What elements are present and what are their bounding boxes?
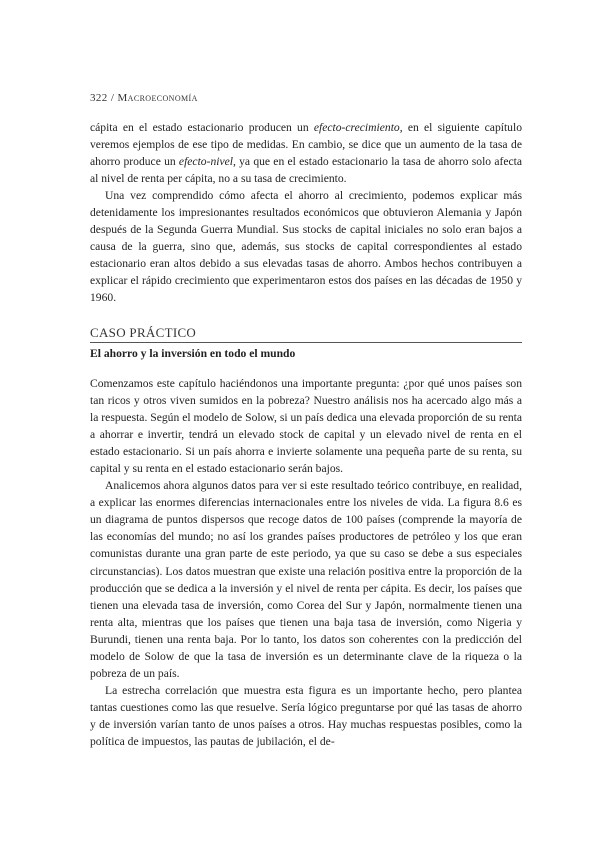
page-number: 322 /	[90, 92, 115, 104]
intro-paragraph-1	[90, 119, 522, 187]
case-study-rule	[90, 342, 522, 343]
intro-p1-part-b: , en el siguiente capítulo veremos ejemplos de ese tipo de medidas. En cambio, se dice que un aumento de la tasa de ahorro produce un	[90, 121, 522, 169]
case-paragraph-2: Analicemos ahora algunos datos para ver si este resultado teórico contribuye, en realidad, a explicar las enormes diferencias internacionales entre los niveles de vida. La figura 8.6 es un diagrama de puntos dispersos que recoge datos de 100 países (comprende la mayoría de las economías del mundo; no así los grandes países productores de petróleo y los que eran comunistas durante una gran parte de este periodo, ya que su caso se debe a sus especiales circunstancias). Los datos muestran que existe una relación positiva entre la proporción de la producción que se dedica a la inversión y el nivel de renta per cápita. Es decir, los países que tienen una elevada tasa de inversión, como Corea del Sur y Japón, normalmente tienen una renta alta, mientras que los países que tienen una baja tasa de inversión, como Nigeria y Burundi, tienen una renta baja. Por lo tanto, los datos son coherentes con la predicción del modelo de Solow de que la tasa de inversión es un determinante clave de la riqueza o la pobreza de un país.	[90, 479, 522, 680]
intro-paragraph-2: Una vez comprendido cómo afecta el ahorro al crecimiento, podemos explicar más detenidamente los impresionantes resultados económicos que obtuvieron Alemania y Japón después de la Segunda Guerra Mundial. Sus stocks de capital iniciales no solo eran bajos a causa de la guerra, sino que, además, sus stocks de capital correspondientes al estado estacionario eran altos debido a sus elevadas tasas de ahorro. Ambos hechos contribuyen a explicar el rápido crecimiento que experimentaron estos dos países en las décadas de 1950 y 1960.	[90, 189, 522, 305]
case-paragraph-1: Comenzamos este capítulo haciéndonos una importante pregunta: ¿por qué unos países son tan ricos y otros viven sumidos en la pobreza? Nuestro análisis nos ha acercado algo más a la respuesta. Según el modelo de Solow, si un país dedica una elevada proporción de su renta a ahorrar e invertir, tendrá un elevado stock de capital y un elevado nivel de renta en el estado estacionario. Si un país ahorra e invierte solamente una pequeña parte de su renta, su capital y su renta en el estado estacionario serán bajos.	[90, 377, 522, 476]
term-efecto-crecimiento: efecto-crecimiento	[313, 121, 400, 134]
case-paragraph-3: La estrecha correlación que muestra esta figura es un importante hecho, pero plantea tantas cuestiones como las que resuelve. Sería lógico preguntarse por qué las tasas de ahorro y de inversión varían tanto de unos países a otros. Hay muchas respuestas posibles, como la política de impuestos, las pautas de jubilación, el de-	[90, 683, 522, 748]
term-efecto-nivel: efecto-nivel	[178, 155, 233, 169]
intro-p1-part-c: , ya que en el estado estacionario la tasa de ahorro solo afecta al nivel de renta per cápita, no a su tasa de crecimiento.	[90, 155, 522, 186]
running-head	[90, 92, 198, 104]
case-study-subtitle: El ahorro y la inversión en todo el mundo	[90, 347, 296, 360]
intro-p1-part-a: cápita en el estado estacionario producen un	[90, 121, 314, 134]
case-study-text	[90, 375, 522, 750]
book-title: Macroeconomía	[117, 92, 198, 104]
intro-text	[90, 119, 522, 307]
case-study-heading: CASO PRÁCTICO	[90, 325, 197, 340]
